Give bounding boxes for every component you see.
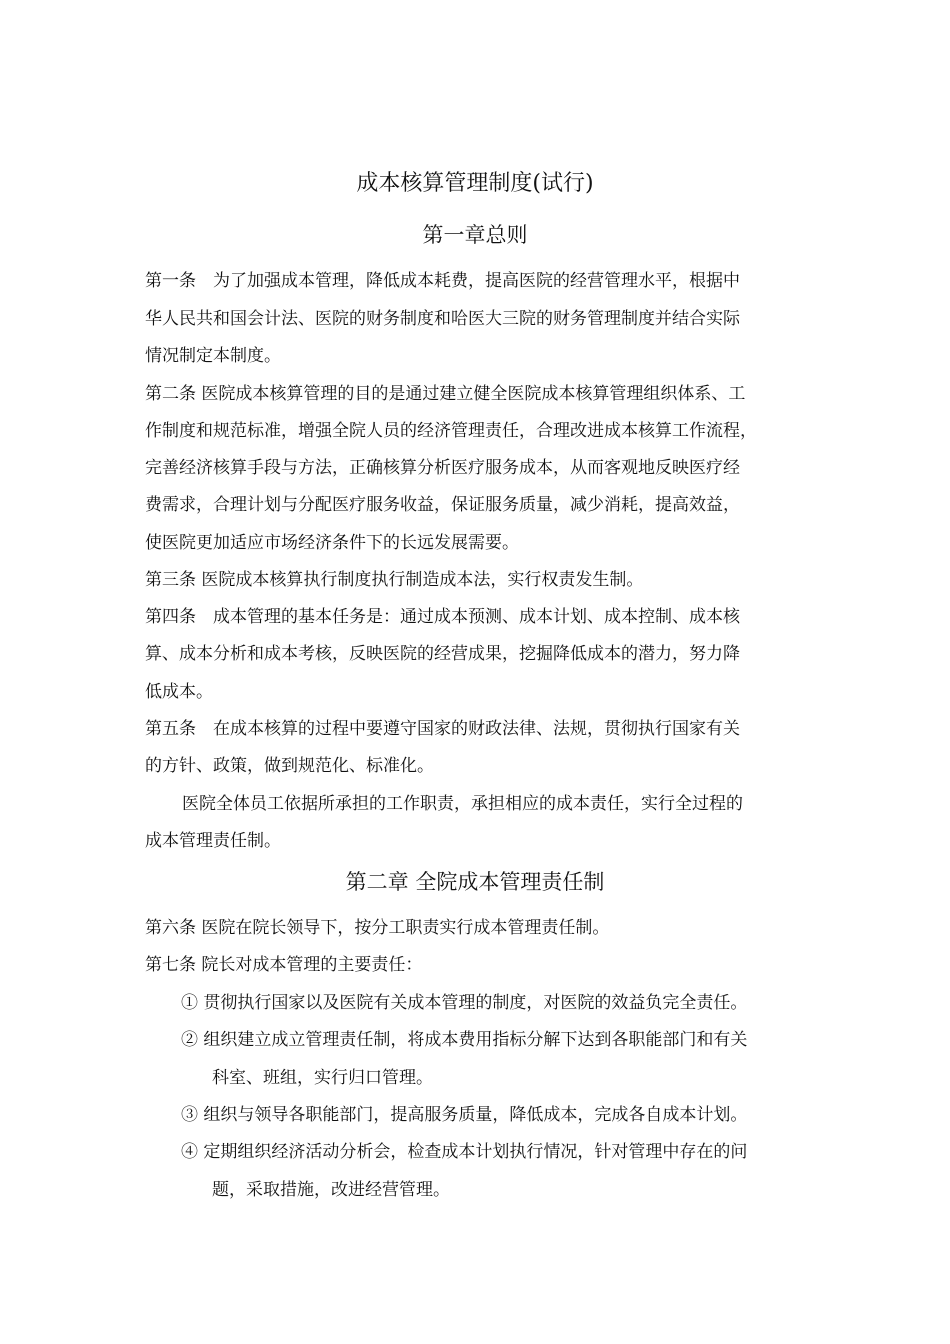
list-item: ② 组织建立成立管理责任制，将成本费用指标分解下达到各职能部门和有关 bbox=[181, 1030, 748, 1050]
paragraph-line: 医院全体员工依据所承担的工作职责，承担相应的成本责任，实行全过程的 bbox=[182, 794, 743, 814]
article-2-line: 作制度和规范标准，增强全院人员的经济管理责任，合理改进成本核算工作流程， bbox=[145, 421, 757, 441]
article-6-line: 第六条 医院在院长领导下，按分工职责实行成本管理责任制。 bbox=[145, 918, 610, 938]
list-item-continuation: 题，采取措施，改进经营管理。 bbox=[212, 1180, 450, 1200]
article-3-line: 第三条 医院成本核算执行制度执行制造成本法，实行权责发生制。 bbox=[145, 570, 644, 590]
article-4-line: 第四条 成本管理的基本任务是：通过成本预测、成本计划、成本控制、成本核 bbox=[145, 607, 740, 627]
list-item: ① 贯彻执行国家以及医院有关成本管理的制度，对医院的效益负完全责任。 bbox=[181, 993, 748, 1013]
article-2-line: 完善经济核算手段与方法，正确核算分析医疗服务成本，从而客观地反映医疗经 bbox=[145, 458, 740, 478]
article-2-line: 第二条 医院成本核算管理的目的是通过建立健全医院成本核算管理组织体系、工 bbox=[145, 384, 746, 404]
list-item: ④ 定期组织经济活动分析会，检查成本计划执行情况，针对管理中存在的问 bbox=[181, 1142, 748, 1162]
chapter-heading: 第一章总则 bbox=[422, 223, 528, 247]
article-4-line: 低成本。 bbox=[145, 682, 213, 702]
document-title: 成本核算管理制度(试行) bbox=[356, 171, 594, 196]
article-1-line: 华人民共和国会计法、医院的财务制度和哈医大三院的财务管理制度并结合实际 bbox=[145, 309, 740, 329]
article-4-line: 算、成本分析和成本考核，反映医院的经营成果，挖掘降低成本的潜力，努力降 bbox=[145, 644, 740, 664]
article-7-line: 第七条 院长对成本管理的主要责任： bbox=[145, 955, 423, 975]
article-1-line: 情况制定本制度。 bbox=[145, 346, 281, 366]
article-2-line: 使医院更加适应市场经济条件下的长远发展需要。 bbox=[145, 533, 519, 553]
article-2-line: 费需求，合理计划与分配医疗服务收益，保证服务质量，减少消耗，提高效益， bbox=[145, 495, 740, 515]
chapter-heading: 第二章 全院成本管理责任制 bbox=[345, 870, 605, 894]
article-5-line: 第五条 在成本核算的过程中要遵守国家的财政法律、法规，贯彻执行国家有关 bbox=[145, 719, 740, 739]
list-item: ③ 组织与领导各职能部门，提高服务质量，降低成本，完成各自成本计划。 bbox=[181, 1105, 748, 1125]
paragraph-line: 成本管理责任制。 bbox=[145, 831, 281, 851]
list-item-continuation: 科室、班组，实行归口管理。 bbox=[212, 1068, 433, 1088]
article-1-line: 第一条 为了加强成本管理，降低成本耗费，提高医院的经营管理水平，根据中 bbox=[145, 271, 740, 291]
article-5-line: 的方针、政策，做到规范化、标准化。 bbox=[145, 756, 434, 776]
